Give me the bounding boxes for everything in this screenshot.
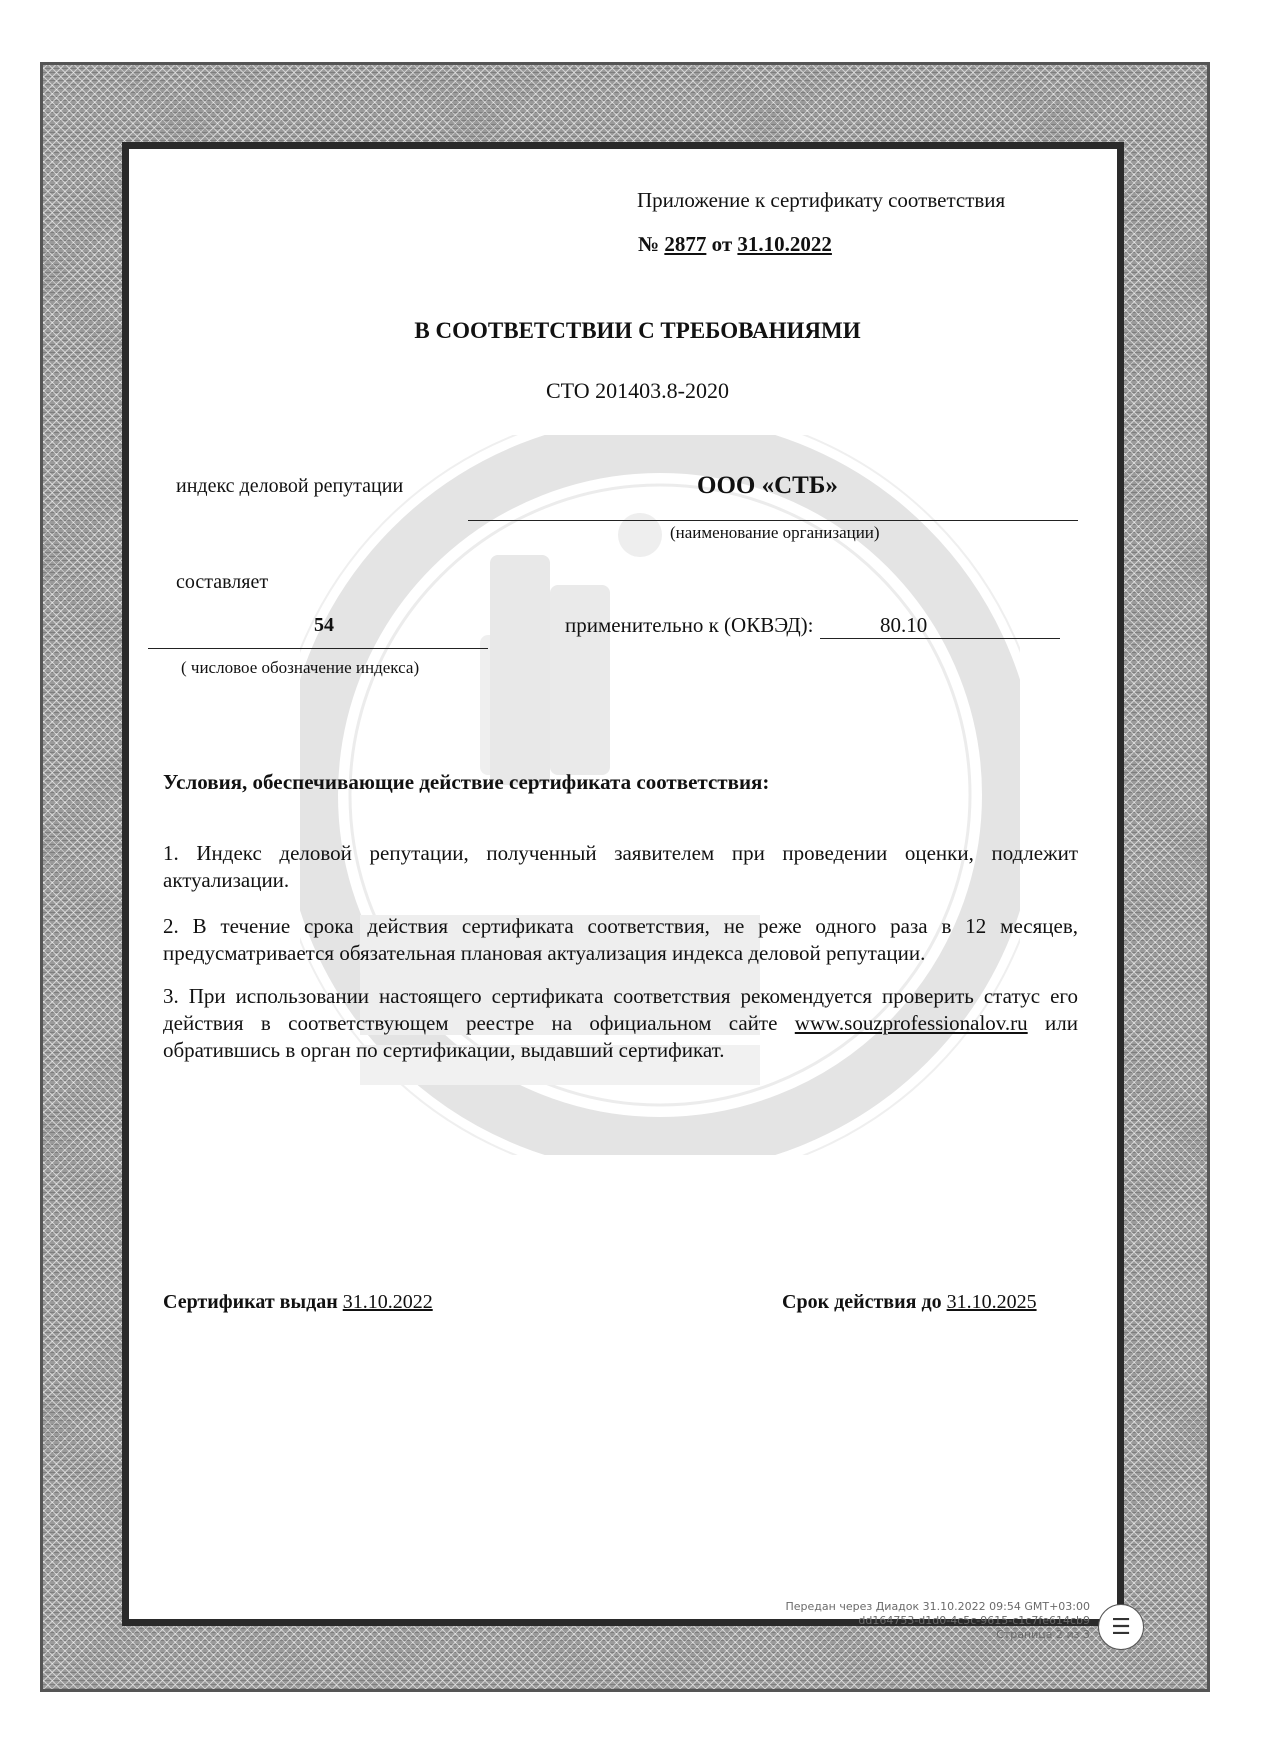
index-value-caption: ( числовое обозначение индекса): [181, 658, 420, 677]
issued-date: 31.10.2022: [342, 1291, 433, 1313]
condition-item-1: 1. Индекс деловой репутации, полученный заявителем при проведении оценки, подлежит актуализации.: [163, 841, 1078, 892]
registry-site-link[interactable]: www.souzprofessionalov.ru: [794, 1011, 1028, 1035]
validity-line: [782, 1291, 1037, 1314]
okved-underline: [820, 638, 1060, 639]
edo-stamp-line-2: dd164753-d1d0-4c5c-9615-c1c7fe614cb9: [858, 1614, 1090, 1627]
organization-caption: (наименование организации): [670, 523, 880, 542]
edo-stamp-line-1: Передан через Диадок 31.10.2022 09:54 GMT+03:00: [785, 1600, 1090, 1613]
index-label: индекс деловой репутации: [176, 475, 404, 497]
edo-transfer-stamp: [760, 1600, 1090, 1642]
condition-item-3-tail: или обратившись в орган по сертификации, выдавший сертификат.: [163, 1011, 1079, 1062]
certificate-date: 31.10.2022: [737, 232, 832, 256]
conditions-heading: Условия, обеспечивающие действие сертификата соответствия:: [163, 770, 770, 794]
validity-date: 31.10.2025: [946, 1291, 1037, 1313]
okved-value: 80.10: [880, 613, 928, 637]
number-prefix: №: [638, 232, 660, 256]
appendix-label: Приложение к сертификату соответствия: [637, 188, 1006, 212]
okved-label: применительно к (ОКВЭД):: [565, 613, 814, 637]
date-prefix: от: [711, 232, 733, 256]
organization-name: ООО «СТБ»: [697, 472, 838, 499]
index-value-underline: [148, 648, 488, 649]
condition-item-2: 2. В течение срока действия сертификата соответствия, не реже одного раза в 12 месяцев, предусматривается обязательная плановая актуализация индекса деловой репутации.: [163, 914, 1078, 965]
certificate-number: 2877: [664, 232, 707, 256]
index-value: 54: [314, 614, 334, 636]
page-title: В СООТВЕТСТВИИ С ТРЕБОВАНИЯМИ: [414, 318, 861, 343]
condition-item-3: [163, 983, 1078, 1064]
organization-underline: [468, 520, 1078, 521]
issued-label: Сертификат выдан: [163, 1291, 338, 1313]
certificate-number-line: [638, 232, 832, 257]
issued-line: [163, 1291, 433, 1314]
amount-label: составляет: [176, 571, 269, 593]
edo-stamp-line-3: Страница 2 из 3: [996, 1628, 1090, 1641]
standard-code: СТО 201403.8-2020: [545, 378, 730, 403]
diadoc-logo-icon: ☰: [1098, 1604, 1144, 1650]
validity-label: Срок действия до: [782, 1291, 942, 1313]
condition-item-3-text: 3. При использовании настоящего сертификата соответствия рекомендуется проверить статус его действия в соответствующем реестре на официальном сайте: [163, 984, 1078, 1035]
